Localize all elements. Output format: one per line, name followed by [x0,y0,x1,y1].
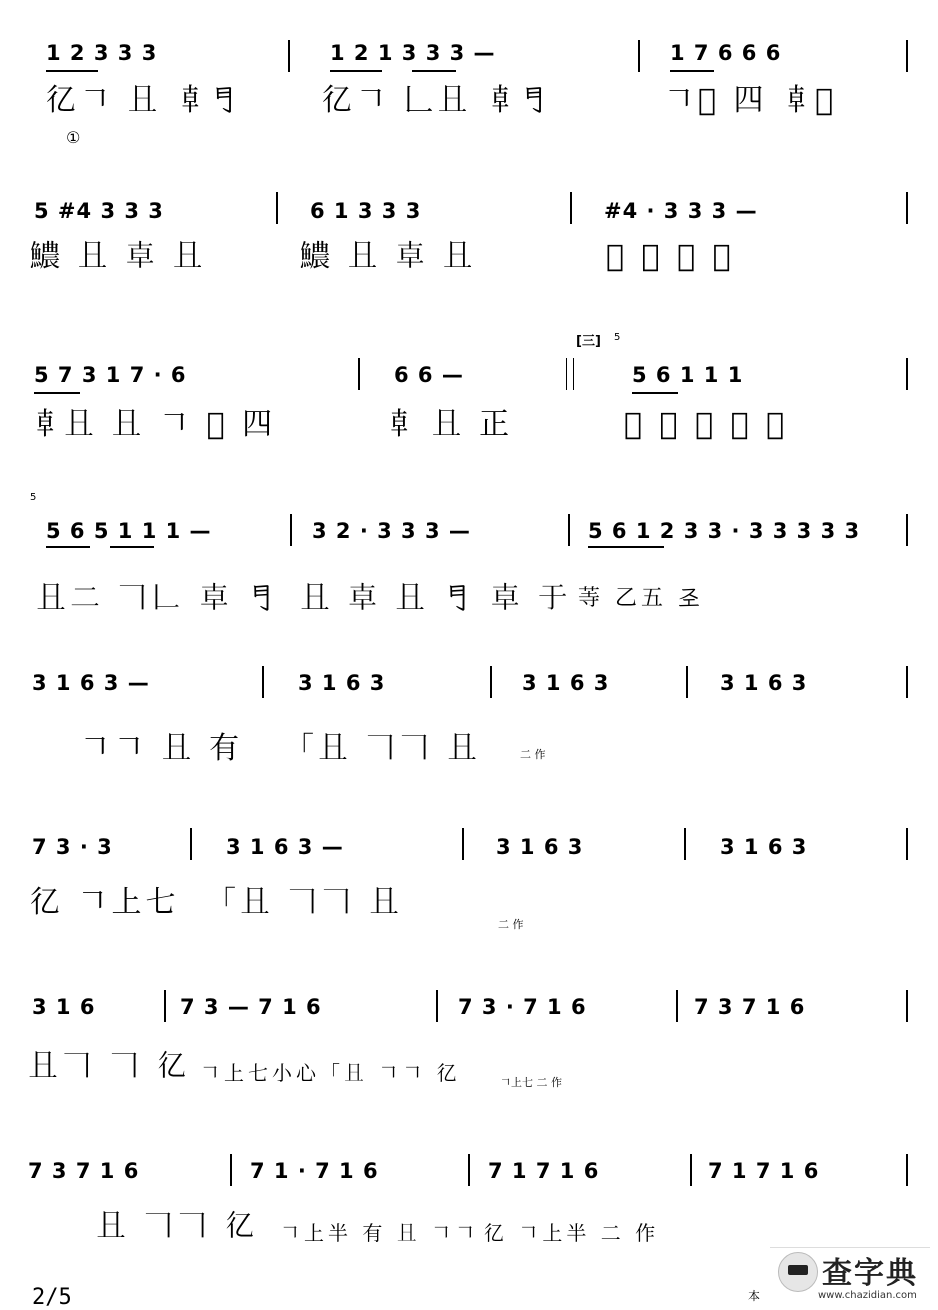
barline [690,1154,692,1186]
tab-group: 𠀇二 𠃍𠃊 𠦝 𠃛 [36,581,281,616]
tab-group: 𠃍𦊈 四 𠦝𠃛 [664,83,838,118]
system-6-tablature [0,886,938,936]
tab-group: 𠦝 𠀇 正 [384,407,514,442]
system-1-notes [0,12,938,72]
beam-line [110,546,154,548]
barline [906,514,908,546]
barline [686,666,688,698]
logo-text: 查字典 [822,1256,918,1291]
mascot-icon [778,1252,818,1292]
site-logo [770,1247,930,1306]
system-2-tablature [0,240,938,290]
barline [906,1154,908,1186]
barline [570,192,572,224]
barline [684,828,686,860]
system-3-notes [0,330,938,390]
tab-annotation: 二 作 [520,748,546,761]
barline [906,358,908,390]
measure-notes: 7 3 7 1 6 [694,995,806,1019]
beam-line [46,546,90,548]
double-barline [566,358,574,390]
tab-group: 𠃍𠃍 𠀇 有 [80,731,244,766]
barline [638,40,640,72]
ornament-mark: 5 [30,492,37,503]
beam-line [412,70,456,72]
barline [490,666,492,698]
barline [262,666,264,698]
tab-group: 𩼅 𠀇 𠦝 𠀇 [30,239,207,274]
tab-group: 𠃍上半 有 𠀇 𠃍𠃍 [280,1221,480,1245]
beam-line [588,546,664,548]
barline [676,990,678,1022]
barline [288,40,290,72]
system-6-notes [0,810,938,870]
measure-notes: 5 6 1 2 3 3 · 3 3 3 3 3 [588,519,861,543]
measure-notes: 7 1 7 1 6 [488,1159,600,1183]
measure-notes: 7 3 · 7 1 6 [458,995,587,1019]
beam-line [330,70,382,72]
tab-annotation: 𠃍上七 二 作 [500,1076,562,1089]
tab-annotation: 二 作 [498,918,524,931]
measure-notes: #4 · 3 3 3 — [604,199,758,223]
measure-notes: 3 1 6 3 [720,671,808,695]
tab-group: 「𠀇 𠃍𠃍 𠀇 [206,885,404,920]
measure-notes: 7 3 — 7 1 6 [180,995,322,1019]
tab-group: 𠀇 𠃍𠃍 𢒼 [96,1209,260,1244]
string-circle-mark: ① [66,128,81,147]
barline [290,514,292,546]
measure-notes: 5 6 1 1 1 [632,363,744,387]
tab-group: 𦊈 𠃍 𠀇 𠦝 𠃛 [624,407,789,442]
tab-group: 𠃍上七小心「𠀇 𠃍𠃍 𢒼 [200,1061,461,1085]
page-number: 2/5 [32,1285,72,1310]
system-8-notes [0,1140,938,1200]
barline [436,990,438,1022]
barline [276,192,278,224]
system-7-tablature [0,1050,938,1100]
tab-group: 𢒼𠃍 𠀇 𠦝𠃛 [46,83,244,118]
barline [358,358,360,390]
measure-notes: 3 1 6 3 — [32,671,150,695]
system-5-tablature [0,732,938,782]
beam-line [670,70,714,72]
system-4-notes [0,492,938,552]
barline [568,514,570,546]
measure-notes: 5 #4 3 3 3 [34,199,164,223]
tab-group: 𠀇𠃍 𠃍 𢒼 [28,1049,192,1084]
measure-notes: 7 3 · 3 [32,835,113,859]
measure-notes: 1 7 6 6 6 [670,41,782,65]
beam-line [34,392,80,394]
measure-notes: 1 2 3 3 3 [46,41,158,65]
tab-group: 䓁 乙五 𢀖 [578,586,704,611]
measure-notes: 3 1 6 3 — [226,835,344,859]
tab-group: 𢒼 𠃍上七 [30,885,180,920]
measure-notes: 1 2 1 3 3 3 — [330,41,496,65]
barline [462,828,464,860]
ornament-mark: 5 [614,332,621,343]
system-3-tablature [0,408,938,458]
logo-url: www.chazidian.com [818,1290,917,1301]
system-5-notes [0,660,938,720]
tab-group: 𠀇 𠦝 𠀇 𠃛 𠦝 于 [300,581,572,616]
beam-line [46,70,98,72]
barline [906,828,908,860]
barline [906,192,908,224]
measure-notes: 5 7 3 1 7 · 6 [34,363,187,387]
beam-line [632,392,678,394]
barline [906,40,908,72]
barline [230,1154,232,1186]
tab-group: 𩼅 𠀇 𠦝 𠀇 [300,239,477,274]
measure-notes: 7 3 7 1 6 [28,1159,140,1183]
tab-group: 𠦝𠀇 𠀇 𠃍 𦊈 四 [30,407,277,442]
system-2-notes [0,178,938,238]
measure-notes: 3 1 6 3 [298,671,386,695]
tab-group: 「𠀇 𠃍𠃍 𠀇 [284,731,482,766]
measure-notes: 3 1 6 3 [720,835,808,859]
measure-notes: 3 1 6 [32,995,96,1019]
system-4-tablature [0,582,938,632]
measure-notes: 3 2 · 3 3 3 — [312,519,471,543]
barline [906,990,908,1022]
section-marker: [三] [576,334,601,349]
system-7-notes [0,980,938,1040]
barline [468,1154,470,1186]
tab-group: 𢒼𠃍 𠃊𠀇 𠦝𠃛 [322,83,554,118]
measure-notes: 3 1 6 3 [496,835,584,859]
tab-group: 𦊈 𠀇 𠦝 𠀇 [606,239,735,274]
footer-char: 本 [748,1289,761,1303]
system-1-tablature [0,83,938,147]
barline [906,666,908,698]
measure-notes: 7 1 7 1 6 [708,1159,820,1183]
measure-notes: 3 1 6 3 [522,671,610,695]
measure-notes: 6 6 — [394,363,464,387]
measure-notes: 7 1 · 7 1 6 [250,1159,379,1183]
measure-notes: 5 6 5 1 1 1 — [46,519,212,543]
measure-notes: 6 1 3 3 3 [310,199,422,223]
tab-group: 𢒼 𠃍上半 二 作 [484,1221,660,1245]
barline [190,828,192,860]
barline [164,990,166,1022]
